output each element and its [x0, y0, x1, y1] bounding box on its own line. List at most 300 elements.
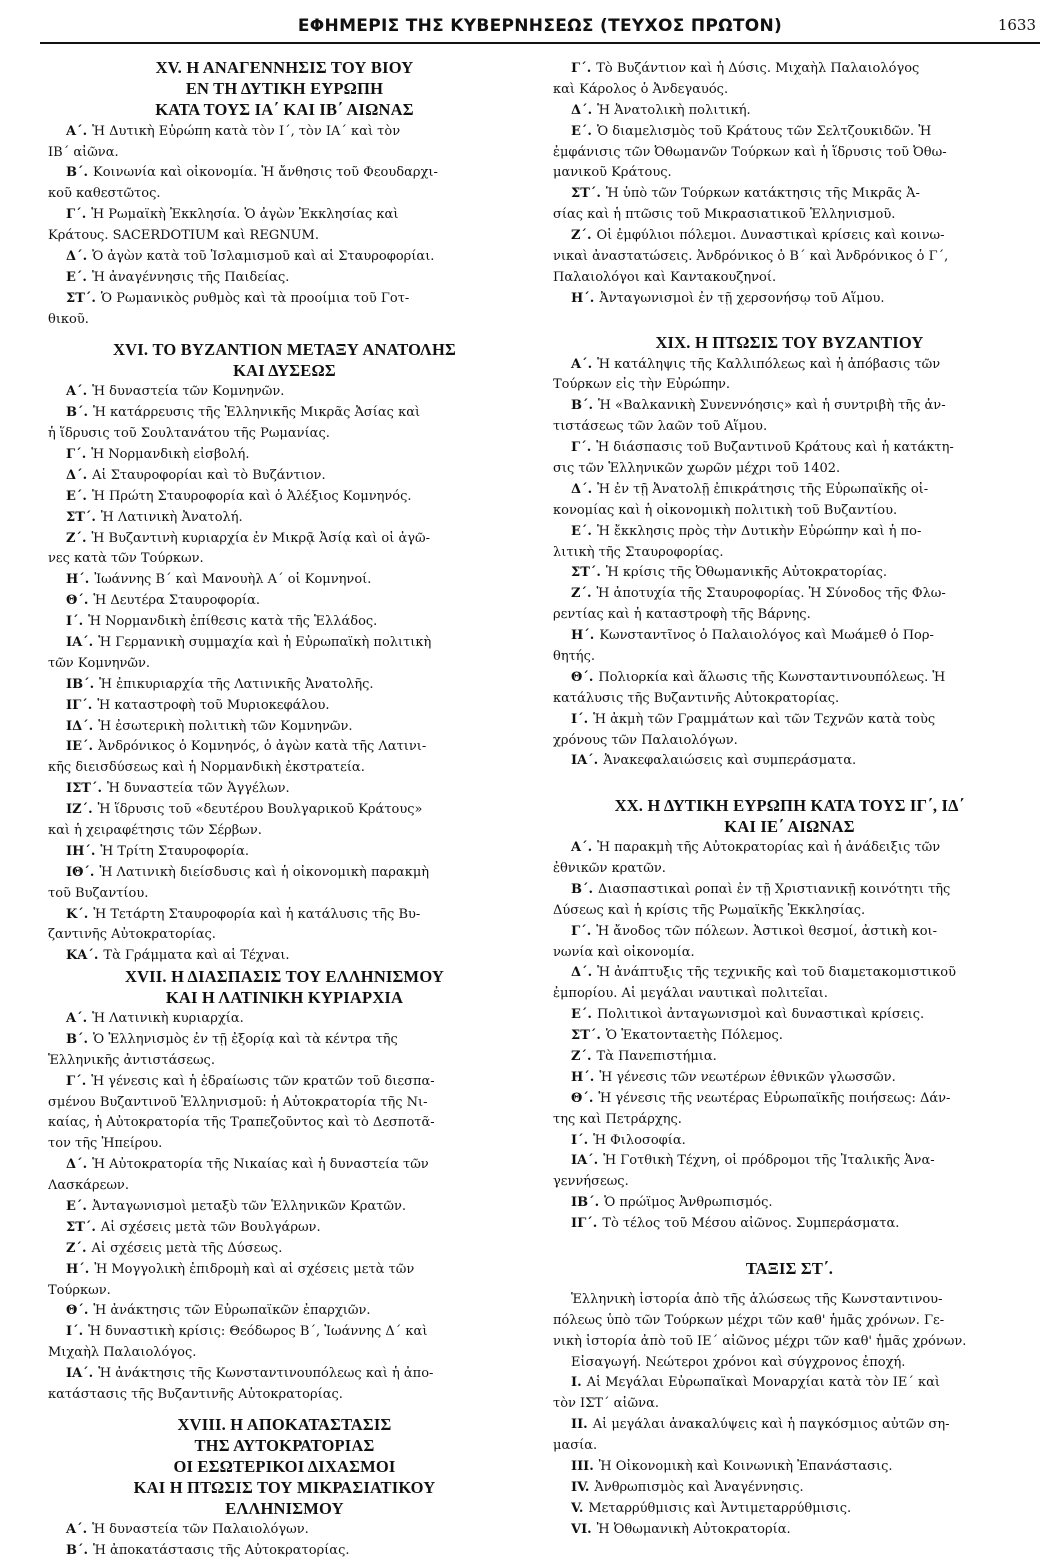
item-label: Ε΄.: [66, 1199, 87, 1215]
item-text: Ἡ δυναστεία τῶν Παλαιολόγων.: [92, 1522, 309, 1538]
outline-item: [48, 674, 521, 695]
item-text: Αἱ μεγάλαι ἀνακαλύψεις καὶ ἡ παγκόσμιος αὐτῶν ση-: [592, 1417, 950, 1433]
item-label: ΣΤ΄.: [66, 509, 96, 525]
outline-item: [48, 945, 521, 966]
item-label: Θ΄.: [66, 1303, 89, 1319]
item-label: ΣΤ΄.: [66, 1219, 96, 1235]
outline-item: [48, 246, 521, 267]
item-text: Τὰ Γράμματα καὶ αἱ Τέχναι.: [103, 948, 290, 964]
outline-item: [553, 837, 1026, 858]
item-text: Ἡ Ρωμαϊκὴ Ἐκκλησία. Ὁ ἀγὼν Ἐκκλησίας καὶ: [91, 207, 399, 223]
spacer: [553, 1279, 1026, 1289]
item-label: V.: [571, 1500, 584, 1516]
item-text: Ὁ Ἑκατονταετὴς Πόλεμος.: [605, 1028, 783, 1044]
item-label: Γ΄.: [66, 207, 87, 223]
item-label: Α΄.: [571, 356, 593, 372]
outline-item: [553, 288, 1026, 309]
item-text: Ἡ παρακμὴ τῆς Αὐτοκρατορίας καὶ ἡ ἀνάδειξις τῶν: [597, 840, 941, 856]
section-heading: XVI. ΤΟ ΒΥΖΑΝΤΙΟΝ ΜΕΤΑΞΥ ΑΝΑΤΟΛΗΣ: [113, 340, 456, 360]
item-text: Ἀνταγωνισμοὶ ἐν τῇ χερσονήσῳ τοῦ Αἵμου.: [599, 290, 885, 306]
outline-item: [553, 921, 1026, 942]
item-text: Διασπαστικαὶ ροπαὶ ἐν τῇ Χριστιανικῇ κοινότητι τῆς: [598, 881, 951, 897]
outline-item: [553, 437, 1026, 458]
item-text: Ἡ ἐπικυριαρχία τῆς Λατινικῆς Ἀνατολῆς.: [99, 676, 374, 692]
outline-item: [48, 841, 521, 862]
continuation-line: ἡ ἵδρυσις τοῦ Σουλτανάτου τῆς Ρωμανίας.: [48, 426, 330, 442]
item-text: Ἡ κατάρρευσις τῆς Ἑλληνικῆς Μικρᾶς Ἀσίας καὶ: [93, 405, 421, 421]
item-label: Β΄.: [66, 405, 89, 421]
item-label: Ι΄.: [66, 614, 84, 630]
item-label: Ε΄.: [571, 523, 592, 539]
item-text: Ἡ δυναστεία τῶν Κομνηνῶν.: [92, 384, 285, 400]
outline-item: [48, 1071, 521, 1092]
item-label: Κ΄.: [66, 906, 89, 922]
outline-item: [553, 100, 1026, 121]
outline-item: [553, 879, 1026, 900]
item-label: Α΄.: [66, 1011, 88, 1027]
item-text: Κωνσταντῖνος ὁ Παλαιολόγος καὶ Μωάμεθ ὁ Πορ-: [599, 628, 934, 644]
outline-item: [553, 1151, 1026, 1172]
item-text: Ἡ δυναστεία τῶν Ἀγγέλων.: [106, 781, 290, 797]
item-text: Ἡ Ἀνατολικὴ πολιτική.: [597, 102, 751, 118]
item-label: Α΄.: [66, 1522, 88, 1538]
page-header: [40, 8, 1040, 44]
outline-item: [553, 1414, 1026, 1435]
item-label: Ε΄.: [66, 488, 87, 504]
outline-item: [48, 465, 521, 486]
item-label: ΙΔ΄.: [66, 718, 94, 734]
outline-item: [553, 667, 1026, 688]
item-label: ΙΓ΄.: [571, 1216, 598, 1232]
item-text: Ἡ Νορμανδικὴ εἰσβολή.: [91, 446, 250, 462]
outline-item: [553, 1067, 1026, 1088]
spacer: [48, 330, 521, 340]
item-label: Η΄.: [66, 1261, 90, 1277]
outline-item: [553, 354, 1026, 375]
item-label: Γ΄.: [571, 60, 592, 76]
continuation-line: σίας καὶ ἡ πτῶσις τοῦ Μικρασιατικοῦ Ἑλληνισμοῦ.: [553, 207, 896, 223]
item-text: Τὸ Βυζάντιον καὶ ἡ Δύσις. Μιχαὴλ Παλαιολόγος: [596, 60, 920, 76]
item-label: Β΄.: [66, 1031, 89, 1047]
item-text: Ἡ καταστροφὴ τοῦ Μυριοκεφάλου.: [97, 697, 330, 713]
item-text: Αἱ σχέσεις μετὰ τῶν Βουλγάρων.: [100, 1219, 321, 1235]
continuation-line: τον τῆς Ἠπείρου.: [48, 1136, 163, 1152]
item-label: ΙΘ΄.: [66, 864, 95, 880]
section-heading: XV. Η ΑΝΑΓΕΝΝΗΣΙΣ ΤΟΥ ΒΙΟΥ: [155, 58, 414, 78]
item-text: Ὁ Ἑλληνισμὸς ἐν τῇ ἐξορίᾳ καὶ τὰ κέντρα τῆς: [93, 1031, 398, 1047]
outline-item: [553, 562, 1026, 583]
outline-item: [48, 904, 521, 925]
item-text: Ἡ Οἰκονομικὴ καὶ Κοινωνικὴ Ἐπανάστασις.: [598, 1459, 893, 1475]
item-text: Πολιτικοὶ ἀνταγωνισμοὶ καὶ δυναστικαὶ κρίσεις.: [596, 1007, 925, 1023]
outline-item: [553, 225, 1026, 246]
item-label: ΙΒ΄.: [571, 1195, 600, 1211]
item-label: Δ΄.: [66, 248, 88, 264]
item-label: ΙΒ΄.: [66, 676, 95, 692]
outline-item: [48, 1321, 521, 1342]
paragraph-line: Ἑλληνικὴ ἱστορία ἀπὸ τῆς ἁλώσεως τῆς Κωνσταντινου-: [571, 1291, 943, 1307]
outline-item: [553, 625, 1026, 646]
item-text: Οἱ ἐμφύλιοι πόλεμοι. Δυναστικαὶ κρίσεις καὶ κοινω-: [596, 228, 945, 244]
continuation-line: σις τῶν Ἑλληνικῶν χωρῶν μέχρι τοῦ 1402.: [553, 460, 841, 476]
item-text: Ἡ ἀποκατάστασις τῆς Αὐτοκρατορίας.: [93, 1543, 350, 1559]
continuation-line: καίας, ἡ Αὐτοκρατορία τῆς Τραπεζοῦντος καὶ τὸ Δεσποτᾶ-: [48, 1115, 435, 1131]
item-label: Η΄.: [571, 1069, 595, 1085]
item-text: Κοινωνία καὶ οἰκονομία. Ἡ ἄνθησις τοῦ Φεουδαρχι-: [93, 165, 438, 181]
item-text: Αἱ Σταυροφορίαι καὶ τὸ Βυζάντιον.: [92, 467, 326, 483]
section-heading: ΤΗΣ ΑΥΤΟΚΡΑΤΟΡΙΑΣ: [194, 1436, 375, 1456]
outline-item: [553, 1130, 1026, 1151]
continuation-line: ΙΒ΄ αἰῶνα.: [48, 144, 119, 160]
item-label: ΙΖ΄.: [66, 802, 93, 818]
continuation-line: θητής.: [553, 648, 596, 664]
continuation-line: ζαντινῆς Αὐτοκρατορίας.: [48, 927, 216, 943]
outline-item: [48, 402, 521, 423]
right-column: [553, 58, 1026, 1540]
item-label: VI.: [571, 1521, 592, 1537]
outline-item: [553, 1046, 1026, 1067]
item-text: Ἡ ἀκμὴ τῶν Γραμμάτων καὶ τῶν Τεχνῶν κατὰ τοὺς: [593, 711, 936, 727]
section-heading: ΚΑΙ ΔΥΣΕΩΣ: [233, 360, 336, 380]
outline-item: [48, 1217, 521, 1238]
continuation-line: χρόνους τῶν Παλαιολόγων.: [553, 732, 738, 748]
item-text: Ἡ ἔκκλησις πρὸς τὴν Δυτικὴν Εὐρώπην καὶ ἡ πο-: [596, 523, 922, 539]
spacer: [553, 309, 1026, 333]
continuation-line: ἐμφάνισις τῶν Ὀθωμανῶν Τούρκων καὶ ἡ ἵδρυσις τοῦ Ὀθω-: [553, 144, 947, 160]
item-text: Ἰωάννης Β΄ καὶ Μανουὴλ Α΄ οἱ Κομνηνοί.: [94, 572, 372, 588]
outline-item: [48, 611, 521, 632]
continuation-line: της καὶ Πετράρχης.: [553, 1111, 682, 1127]
item-label: Γ΄.: [571, 923, 592, 939]
continuation-line: τιστάσεως τῶν λαῶν τοῦ Αἵμου.: [553, 419, 768, 435]
item-text: Ἡ ἀνάκτησις τῆς Κωνσταντινουπόλεως καὶ ἡ ἀπο-: [98, 1366, 434, 1382]
outline-item: [553, 1004, 1026, 1025]
continuation-line: νες κατὰ τῶν Τούρκων.: [48, 551, 204, 567]
continuation-line: μασία.: [553, 1438, 598, 1454]
item-text: Ἡ Μογγολικὴ ἐπιδρομὴ καὶ αἱ σχέσεις μετὰ τῶν: [94, 1261, 415, 1277]
continuation-line: σμένου Βυζαντινοῦ Ἑλληνισμοῦ: ἡ Αὐτοκρατορία τῆς Νι-: [48, 1094, 428, 1110]
outline-item: [553, 963, 1026, 984]
outline-item: [553, 521, 1026, 542]
continuation-line: κοῦ καθεστῶτος.: [48, 186, 161, 202]
item-text: Ἡ Δυτικὴ Εὐρώπη κατὰ τὸν Ι΄, τὸν ΙΑ΄ καὶ τὸν: [92, 123, 401, 139]
outline-item: [553, 183, 1026, 204]
item-text: Ἡ Φιλοσοφία.: [593, 1132, 686, 1148]
section-heading: XX. Η ΔΥΤΙΚΗ ΕΥΡΩΠΗ ΚΑΤΑ ΤΟΥΣ ΙΓ΄, ΙΔ΄: [614, 795, 965, 815]
item-text: Ἡ δυναστικὴ κρίσις: Θεόδωρος Β΄, Ἰωάννης Δ΄ καὶ: [88, 1324, 428, 1340]
item-label: ΣΤ΄.: [66, 290, 96, 306]
spacer: [48, 1405, 521, 1415]
outline-item: [48, 1196, 521, 1217]
item-text: Πολιορκία καὶ ἅλωσις τῆς Κωνσταντινουπόλεως. Ἡ: [598, 669, 946, 685]
outline-item: [553, 395, 1026, 416]
continuation-line: τοῦ Βυζαντίου.: [48, 885, 149, 901]
item-label: Α΄.: [571, 840, 593, 856]
item-label: Ζ΄.: [66, 1240, 87, 1256]
outline-item: [48, 288, 521, 309]
item-text: Ἡ ἀποτυχία τῆς Σταυροφορίας. Ἡ Σύνοδος τῆς Φλω-: [596, 586, 946, 602]
item-label: Η΄.: [571, 628, 595, 644]
section-heading: ΚΑΤΑ ΤΟΥΣ ΙΑ΄ ΚΑΙ ΙΒ΄ ΑΙΩΝΑΣ: [155, 100, 414, 120]
outline-item: [553, 1498, 1026, 1519]
item-text: Ἀνδρόνικος ὁ Κομνηνός, ὁ ἀγὼν κατὰ τῆς Λατινι-: [98, 739, 427, 755]
item-text: Ἡ Βυζαντινὴ κυριαρχία ἐν Μικρᾷ Ἀσίᾳ καὶ οἱ ἀγῶ-: [91, 530, 431, 546]
outline-item: [48, 1301, 521, 1322]
item-label: Θ΄.: [66, 593, 89, 609]
section-heading: ΚΑΙ Η ΛΑΤΙΝΙΚΗ ΚΥΡΙΑΡΧΙΑ: [165, 987, 404, 1007]
item-text: Ἡ ἐσωτερικὴ πολιτικὴ τῶν Κομνηνῶν.: [98, 718, 353, 734]
item-label: Ζ΄.: [571, 228, 592, 244]
item-text: Ἀνταγωνισμοὶ μεταξὺ τῶν Ἑλληνικῶν Κρατῶν.: [91, 1199, 407, 1215]
continuation-line: τῶν Κομνηνῶν.: [48, 655, 151, 671]
item-label: Β΄.: [66, 165, 89, 181]
item-label: ΙΑ΄.: [571, 1153, 599, 1169]
outline-item: [553, 479, 1026, 500]
outline-item: [553, 1192, 1026, 1213]
item-text: Ὁ διαμελισμὸς τοῦ Κράτους τῶν Σελτζουκιδῶν. Ἡ: [596, 123, 932, 139]
continuation-line: Δύσεως καὶ ἡ κρίσις τῆς Ρωμαϊκῆς Ἐκκλησίας.: [553, 902, 866, 918]
item-text: Ἡ Γοτθικὴ Τέχνη, οἱ πρόδρομοι τῆς Ἰταλικῆς Ἀνα-: [603, 1153, 935, 1169]
item-text: Ἡ ἀνάκτησις τῶν Εὐρωπαϊκῶν ἐπαρχιῶν.: [93, 1303, 371, 1319]
outline-item: [553, 751, 1026, 772]
item-label: ΙΑ΄.: [66, 1366, 94, 1382]
outline-item: [48, 381, 521, 402]
item-text: Ἡ ἐν τῇ Ἀνατολῇ ἐπικράτησις τῆς Εὐρωπαϊκῆς οἰ-: [597, 481, 929, 497]
outline-item: [48, 590, 521, 611]
item-text: Τὰ Πανεπιστήμια.: [596, 1049, 717, 1065]
item-text: Ἡ γένεσις καὶ ἡ ἑδραίωσις τῶν κρατῶν τοῦ διεσπα-: [91, 1073, 435, 1089]
outline-item: [48, 528, 521, 549]
outline-item: [48, 121, 521, 142]
outline-item: [553, 709, 1026, 730]
outline-item: [48, 1008, 521, 1029]
item-label: ΣΤ΄.: [571, 565, 601, 581]
continuation-line: Λασκάρεων.: [48, 1178, 129, 1194]
continuation-line: κατάλυσις τῆς Βυζαντινῆς Αὐτοκρατορίας.: [553, 690, 840, 706]
continuation-line: καὶ ἡ χειραφέτησις τῶν Σέρβων.: [48, 823, 262, 838]
outline-item: [553, 1456, 1026, 1477]
item-label: Ι΄.: [571, 711, 589, 727]
item-label: Δ΄.: [66, 467, 88, 483]
item-text: Ἡ ἵδρυσις τοῦ «δευτέρου Βουλγαρικοῦ Κράτους»: [97, 802, 423, 818]
outline-item: [48, 778, 521, 799]
item-text: Ἡ Λατινικὴ διείσδυσις καὶ ἡ οἰκονομικὴ παρακμὴ: [99, 864, 430, 880]
item-label: Γ΄.: [66, 1073, 87, 1089]
item-label: Ι΄.: [571, 1132, 589, 1148]
page-title: ΕΦΗΜΕΡΙΣ ΤΗΣ ΚΥΒΕΡΝΗΣΕΩΣ (ΤΕΥΧΟΣ ΠΡΩΤΟΝ): [297, 16, 783, 36]
item-text: Ἡ ἀνάπτυξις τῆς τεχνικῆς καὶ τοῦ διαμετακομιστικοῦ: [597, 965, 957, 981]
continuation-line: κονομίας καὶ ἡ οἰκονομικὴ πολιτικὴ τοῦ Βυζαντίου.: [553, 502, 898, 518]
outline-item: [553, 1519, 1026, 1540]
continuation-line: ρεντίας καὶ ἡ καταστροφὴ τῆς Βάρνης.: [553, 607, 811, 623]
item-text: Ἡ Τετάρτη Σταυροφορία καὶ ἡ κατάλυσις τῆς Βυ-: [93, 906, 421, 922]
continuation-line: θικοῦ.: [48, 311, 89, 327]
continuation-line: κῆς διεισδύσεως καὶ ἡ Νορμανδικὴ ἐκστρατεία.: [48, 760, 365, 776]
continuation-line: ἐθνικῶν κρατῶν.: [553, 861, 666, 876]
outline-item: [48, 1259, 521, 1280]
item-text: Ἡ κατάληψις τῆς Καλλιπόλεως καὶ ἡ ἀπόβασις τῶν: [597, 356, 941, 372]
outline-item: [48, 1238, 521, 1259]
outline-item: [48, 862, 521, 883]
outline-item: [48, 1363, 521, 1384]
continuation-line: Τούρκων εἰς τὴν Εὐρώπην.: [553, 377, 731, 393]
item-text: Ἡ κρίσις τῆς Ὀθωμανικῆς Αὐτοκρατορίας.: [605, 565, 888, 581]
spacer: [553, 771, 1026, 795]
item-text: Ἡ Λατινικὴ κυριαρχία.: [92, 1011, 244, 1027]
outline-item: [48, 267, 521, 288]
item-label: Α΄.: [66, 384, 88, 400]
continuation-line: Τούρκων.: [48, 1282, 111, 1298]
continuation-line: νικαὶ ἀναστατώσεις. Ἀνδρόνικος ὁ Β΄ καὶ Ἀνδρόνικος ὁ Γ΄,: [553, 248, 949, 264]
outline-item: [48, 486, 521, 507]
item-label: Η΄.: [66, 572, 90, 588]
item-text: Ἡ Αὐτοκρατορία τῆς Νικαίας καὶ ἡ δυναστεία τῶν: [92, 1157, 429, 1173]
item-text: Ἡ Τρίτη Σταυροφορία.: [100, 843, 250, 859]
outline-item: [553, 1088, 1026, 1109]
item-text: Ὁ ἀγὼν κατὰ τοῦ Ἰσλαμισμοῦ καὶ αἱ Σταυροφορίαι.: [92, 248, 435, 264]
item-label: Δ΄.: [571, 965, 593, 981]
item-label: Γ΄.: [571, 440, 592, 456]
section-heading: ΕΛΛΗΝΙΣΜΟΥ: [225, 1499, 344, 1518]
item-label: Γ΄.: [66, 446, 87, 462]
paragraph-line: Εἰσαγωγή. Νεώτεροι χρόνοι καὶ σύγχρονος ἐποχή.: [571, 1354, 906, 1370]
continuation-line: Μιχαὴλ Παλαιολόγος.: [48, 1345, 197, 1361]
continuation-line: μανικοῦ Κράτους.: [553, 165, 672, 181]
item-text: Ἡ Πρώτη Σταυροφορία καὶ ὁ Ἀλέξιος Κομνηνός.: [91, 488, 412, 504]
outline-item: [553, 1025, 1026, 1046]
item-label: Ζ΄.: [571, 1049, 592, 1065]
item-text: Ἡ «Βαλκανικὴ Συνεννόησις» καὶ ἡ συντριβὴ τῆς ἀν-: [598, 398, 946, 414]
item-label: Δ΄.: [571, 481, 593, 497]
item-label: Θ΄.: [571, 669, 594, 685]
continuation-line: Ἑλληνικῆς ἀντιστάσεως.: [48, 1052, 215, 1068]
outline-item: [48, 204, 521, 225]
outline-item: [553, 583, 1026, 604]
continuation-line: τὸν ΙΣΤ΄ αἰῶνα.: [553, 1396, 659, 1412]
section-heading: ΤΑΞΙΣ ΣΤ΄.: [745, 1258, 834, 1278]
item-label: Ε΄.: [66, 269, 87, 285]
item-text: Ἡ Νορμανδικὴ ἐπίθεσις κατὰ τῆς Ἑλλάδος.: [88, 614, 378, 630]
item-text: Ὁ πρώϊμος Ἀνθρωπισμός.: [604, 1195, 773, 1211]
outline-item: [553, 121, 1026, 142]
item-label: Θ΄.: [571, 1090, 594, 1106]
outline-item: [48, 737, 521, 758]
outline-item: [48, 569, 521, 590]
item-label: Ε΄.: [571, 1007, 592, 1023]
item-label: ΙΗ΄.: [66, 843, 96, 859]
item-label: ΙΕ΄.: [66, 739, 94, 755]
outline-item: [48, 799, 521, 820]
continuation-line: νικὴ ἱστορία ἀπὸ τοῦ ΙΕ΄ αἰῶνος μέχρι τῶν καθ' ἡμᾶς χρόνων.: [553, 1333, 967, 1349]
item-text: Ἡ ἀναγέννησις τῆς Παιδείας.: [91, 269, 290, 285]
item-label: Ε΄.: [571, 123, 592, 139]
item-text: Ἡ Δευτέρα Σταυροφορία.: [93, 593, 261, 609]
item-label: ΚΑ΄.: [66, 948, 99, 964]
item-text: Αἱ σχέσεις μετὰ τῆς Δύσεως.: [91, 1240, 283, 1256]
section-heading: XVII. Η ΔΙΑΣΠΑΣΙΣ ΤΟΥ ΕΛΛΗΝΙΣΜΟΥ: [124, 966, 445, 986]
item-label: ΙΣΤ΄.: [66, 781, 102, 797]
item-label: Β΄.: [66, 1543, 89, 1559]
item-label: IV.: [571, 1479, 590, 1495]
item-label: Β΄.: [571, 881, 594, 897]
item-label: ΙΑ΄.: [571, 753, 599, 769]
item-text: Ἡ διάσπασις τοῦ Βυζαντινοῦ Κράτους καὶ ἡ κατάκτη-: [596, 440, 954, 456]
outline-item: [553, 1373, 1026, 1394]
outline-item: [48, 507, 521, 528]
item-text: Ἡ Λατινικὴ Ἀνατολή.: [100, 509, 243, 525]
continuation-line: καὶ Κάρολος ὁ Ἀνδεγαυός.: [553, 81, 729, 97]
section-heading: XIX. Η ΠΤΩΣΙΣ ΤΟΥ ΒΥΖΑΝΤΙΟΥ: [655, 333, 924, 353]
item-text: Ἡ Γερμανικὴ συμμαχία καὶ ἡ Εὐρωπαϊκὴ πολιτικὴ: [98, 634, 432, 650]
item-text: Ἡ ἄνοδος τῶν πόλεων. Ἀστικοὶ θεσμοί, ἀστικὴ κοι-: [596, 923, 938, 939]
continuation-line: ἐμπορίου. Αἱ μεγάλαι ναυτικαὶ πολιτεῖαι.: [553, 986, 828, 1002]
section-heading: ΟΙ ΕΣΩΤΕΡΙΚΟΙ ΔΙΧΑΣΜΟΙ: [173, 1457, 396, 1477]
item-label: Δ΄.: [571, 102, 593, 118]
continuation-line: γεννήσεως.: [553, 1174, 629, 1190]
item-label: ΣΤ΄.: [571, 186, 601, 202]
outline-item: [553, 1477, 1026, 1498]
outline-item: [48, 1029, 521, 1050]
item-text: Ἡ Ὀθωμανικὴ Αὐτοκρατορία.: [596, 1521, 791, 1537]
outline-item: [553, 58, 1026, 79]
item-label: III.: [571, 1459, 594, 1475]
item-label: Α΄.: [66, 123, 88, 139]
item-label: Ζ΄.: [66, 530, 87, 546]
continuation-line: πόλεως ὑπὸ τῶν Τούρκων μέχρι τῶν καθ' ἡμᾶς χρόνων. Γε-: [553, 1312, 945, 1328]
item-label: Η΄.: [571, 290, 595, 306]
continuation-line: κατάστασις τῆς Βυζαντινῆς Αὐτοκρατορίας.: [48, 1387, 343, 1403]
item-label: ΙΓ΄.: [66, 697, 93, 713]
item-text: Ἡ γένεσις τῆς νεωτέρας Εὐρωπαϊκῆς ποιήσεως: Δάν-: [598, 1090, 951, 1106]
item-label: Ζ΄.: [571, 586, 592, 602]
item-label: ΙΑ΄.: [66, 634, 94, 650]
outline-item: [48, 162, 521, 183]
outline-item: [48, 632, 521, 653]
item-text: Τὸ τέλος τοῦ Μέσου αἰῶνος. Συμπεράσματα.: [602, 1216, 900, 1232]
continuation-line: νωνία καὶ οἰκονομία.: [553, 944, 695, 960]
outline-item: [48, 695, 521, 716]
item-label: II.: [571, 1417, 588, 1433]
item-text: Μεταρρύθμισις καὶ Ἀντιμεταρρύθμισις.: [588, 1500, 852, 1516]
continuation-line: λιτικὴ τῆς Σταυροφορίας.: [553, 544, 724, 560]
outline-item: [48, 444, 521, 465]
outline-item: [553, 1213, 1026, 1234]
item-text: Αἱ Μεγάλαι Εὐρωπαϊκαὶ Μοναρχίαι κατὰ τὸν ΙΕ΄ καὶ: [586, 1375, 941, 1391]
item-text: Ἀνθρωπισμὸς καὶ Ἀναγέννησις.: [594, 1479, 804, 1495]
item-text: Ἀνακεφαλαιώσεις καὶ συμπεράσματα.: [603, 753, 857, 769]
item-text: Ἡ ὑπὸ τῶν Τούρκων κατάκτησις τῆς Μικρᾶς Ἀ-: [605, 186, 920, 202]
item-label: Ι΄.: [66, 1324, 84, 1340]
section-heading: ΕΝ ΤΗ ΔΥΤΙΚΗ ΕΥΡΩΠΗ: [185, 79, 384, 99]
continuation-line: Κράτους. SACERDOTIUM καὶ REGNUM.: [48, 228, 319, 244]
outline-item: [48, 1154, 521, 1175]
section-heading: ΚΑΙ Η ΠΤΩΣΙΣ ΤΟΥ ΜΙΚΡΑΣΙΑΤΙΚΟΥ: [133, 1478, 436, 1498]
item-label: I.: [571, 1375, 582, 1391]
item-text: Ὁ Ρωμανικὸς ρυθμὸς καὶ τὰ προοίμια τοῦ Γοτ-: [100, 290, 410, 306]
outline-item: [48, 716, 521, 737]
outline-item: [48, 1540, 521, 1561]
item-text: Ἡ γένεσις τῶν νεωτέρων ἐθνικῶν γλωσσῶν.: [599, 1069, 896, 1085]
outline-item: [48, 1519, 521, 1540]
page-number: 1633: [997, 16, 1036, 34]
item-label: Β΄.: [571, 398, 594, 414]
item-label: Δ΄.: [66, 1157, 88, 1173]
section-heading: ΚΑΙ ΙΕ΄ ΑΙΩΝΑΣ: [724, 816, 855, 836]
continuation-line: Παλαιολόγοι καὶ Καντακουζηνοί.: [553, 269, 777, 285]
section-heading: XVIII. Η ΑΠΟΚΑΤΑΣΤΑΣΙΣ: [177, 1415, 392, 1435]
spacer: [553, 1234, 1026, 1258]
item-label: ΣΤ΄.: [571, 1028, 601, 1044]
